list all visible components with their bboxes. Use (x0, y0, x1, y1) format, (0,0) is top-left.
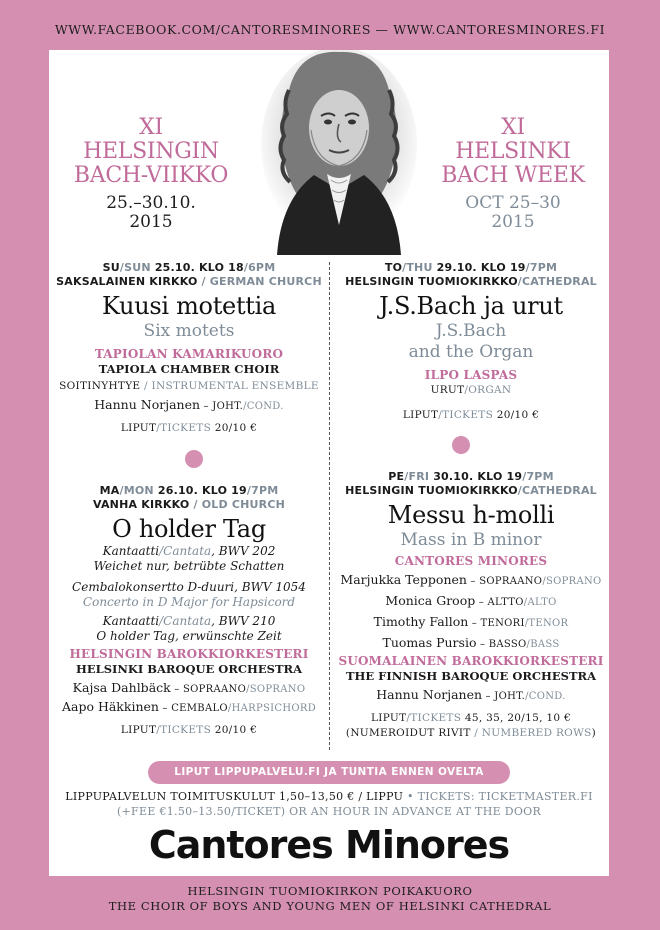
work-1-name: Weichet nur, betrübte Schatten (93, 559, 285, 573)
poster-panel (49, 50, 609, 876)
event-messu-h-molli (337, 470, 605, 741)
tickets: LIPUT/TICKETS 20/10 € (402, 409, 540, 421)
work-2-en: Concerto in D Major for Hapsicord (82, 595, 296, 609)
title-english (423, 116, 603, 232)
event-title: O holder Tag (112, 515, 266, 543)
event-kuusi-motettia (55, 261, 323, 436)
header-links[interactable]: WWW.FACEBOOK.COM/CANTORESMINORES — WWW.CANTORESMINORES.FI (54, 22, 606, 37)
soloist: Kajsa Dahlbäck – SOPRAANO/SOPRANO (72, 680, 306, 695)
tickets-banner[interactable]: LIPUT LIPPUPALVELU.FI JA TUNTIA ENNEN OVELTA (148, 761, 510, 784)
event-o-holder-tag (55, 484, 323, 738)
tickets: LIPUT/TICKETS 20/10 € (120, 724, 258, 736)
date-fi-2: 2015 (129, 212, 173, 232)
performer-fi: TAPIOLAN KAMARIKUORO (94, 347, 284, 361)
fee-info: LIPPUPALVELUN TOIMITUSKULUT 1,50–13,50 € / LIPPU • TICKETS: TICKETMASTER.FI (+FEE €1.50–13.50/TICKET) OR AN HOUR IN ADVANCE AT THE DOOR (65, 790, 593, 818)
event-date: TO/THU 29.10. KLO 19/7PM (384, 261, 558, 274)
soloist: Timothy Fallon – TENORI/TENOR (373, 614, 569, 629)
orchestra-en: HELSINKI BAROQUE ORCHESTRA (75, 662, 303, 676)
work-3-name: O holder Tag, erwünschte Zeit (96, 629, 282, 643)
date-en-2: 2015 (491, 212, 535, 232)
event-venue: SAKSALAINEN KIRKKO / GERMAN CHURCH (56, 275, 322, 288)
soloist: Tuomas Pursio – BASSO/BASS (382, 635, 560, 650)
event-subtitle-2: and the Organ (408, 342, 534, 362)
event-title: Messu h-molli (387, 501, 555, 529)
event-date: PE/FRI 30.10. KLO 19/7PM (388, 470, 554, 483)
choir: CANTORES MINORES (394, 554, 548, 568)
footer-line-2: THE CHOIR OF BOYS AND YOUNG MEN OF HELSINKI CATHEDRAL (108, 899, 552, 913)
tickets: LIPUT/TICKETS 45, 35, 20/15, 10 € (371, 712, 571, 724)
event-subtitle-1: J.S.Bach (435, 321, 507, 341)
work-2: Cembalokonsertto D-duuri, BWV 1054 (72, 580, 306, 594)
orchestra-fi: SUOMALAINEN BAROKKIORKESTERI (338, 654, 604, 668)
event-bach-ja-urut (337, 261, 605, 423)
cantores-minores-logo: Cantores Minores (148, 823, 510, 867)
title-fi-line1: XI (139, 115, 163, 140)
bach-portrait-icon (259, 50, 419, 255)
title-en-line1: XI (501, 115, 525, 140)
event-subtitle: Six motets (143, 321, 235, 341)
title-en-line2: HELSINKI (455, 139, 571, 164)
separator-dot (185, 450, 203, 468)
footer (0, 884, 660, 914)
tickets: LIPUT/TICKETS 20/10 € (120, 422, 258, 434)
date-fi-1: 25.–30.10. (106, 193, 196, 213)
work-3: Kantaatti/Cantata, BWV 210 (102, 614, 276, 628)
performer-role: URUT/ORGAN (430, 384, 512, 396)
soloist: Marjukka Tepponen – SOPRAANO/SOPRANO (340, 572, 602, 587)
event-venue: HELSINGIN TUOMIOKIRKKO/CATHEDRAL (345, 484, 597, 497)
soloist: Aapo Häkkinen – CEMBALO/HARPSICHORD (61, 699, 317, 714)
performer: ILPO LASPAS (424, 368, 518, 382)
column-divider (329, 262, 330, 750)
orchestra-en: THE FINNISH BAROQUE ORCHESTRA (345, 669, 597, 683)
event-venue: VANHA KIRKKO / OLD CHURCH (93, 498, 285, 511)
separator-dot (452, 436, 470, 454)
performer-en: TAPIOLA CHAMBER CHOIR (98, 362, 280, 376)
footer-line-1: HELSINGIN TUOMIOKIRKON POIKAKUORO (187, 884, 473, 898)
event-venue: HELSINGIN TUOMIOKIRKKO/CATHEDRAL (345, 275, 597, 288)
date-en-1: OCT 25–30 (465, 193, 561, 213)
orchestra-fi: HELSINGIN BAROKKIORKESTERI (69, 647, 309, 661)
ensemble: SOITINYHTYE / INSTRUMENTAL ENSEMBLE (59, 380, 319, 392)
event-date: SU/SUN 25.10. KLO 18/6PM (102, 261, 276, 274)
title-finnish (61, 116, 241, 232)
event-title: Kuusi motettia (101, 292, 277, 320)
work-1: Kantaatti/Cantata, BWV 202 (102, 544, 276, 558)
title-fi-line2: HELSINGIN (83, 139, 219, 164)
soloist: Monica Groop – ALTTO/ALTO (385, 593, 557, 608)
conductor: Hannu Norjanen – JOHT./COND. (376, 687, 566, 702)
event-date: MA/MON 26.10. KLO 19/7PM (99, 484, 279, 497)
event-subtitle: Mass in B minor (400, 530, 542, 550)
conductor: Hannu Norjanen – JOHT./COND. (94, 397, 284, 412)
event-title: J.S.Bach ja urut (379, 292, 563, 320)
title-fi-line3: BACH-VIIKKO (73, 163, 229, 188)
numbered-rows: (NUMEROIDUT RIVIT / NUMBERED ROWS) (345, 727, 597, 739)
title-en-line3: BACH WEEK (441, 163, 585, 188)
